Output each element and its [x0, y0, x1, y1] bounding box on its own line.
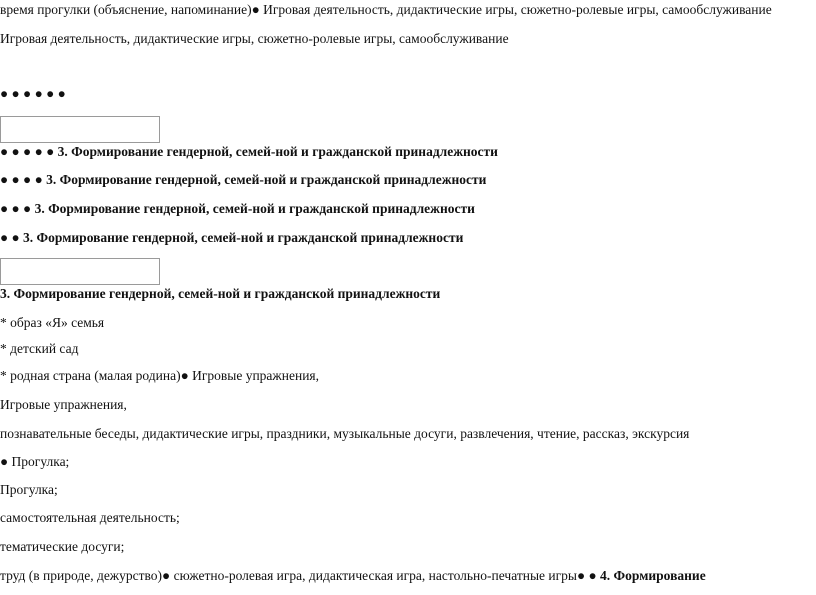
text-line: Игровая деятельность, дидактические игры, сюжетно-ролевые игры, самообслуживание [0, 31, 509, 46]
heading-line: ● ● ● ● ● 3. Формирование гендерной, семей-ной и гражданской принадлежности [0, 144, 498, 159]
text-line: Прогулка; [0, 482, 58, 497]
heading-line: ● ● ● 3. Формирование гендерной, семей-ной и гражданской принадлежности [0, 201, 475, 216]
bullet-row: ● ● ● ● ● ● [0, 86, 66, 101]
heading-fragment: 4. Формирование [600, 568, 706, 583]
empty-text-box [0, 258, 160, 285]
list-item: * родная страна (малая родина)● Игровые упражнения, [0, 368, 320, 383]
text-line: время прогулки (объяснение, напоминание)● Игровая деятельность, дидактические игры, сюжетно-ролевые игры, самообслуживание [0, 2, 772, 17]
empty-text-box [0, 116, 160, 143]
section-heading: 3. Формирование гендерной, семей-ной и гражданской принадлежности [0, 286, 441, 301]
text-line: познавательные беседы, дидактические игры, праздники, музыкальные досуги, развлечения, чтение, рассказ, экскурсия [0, 426, 690, 441]
heading-line: ● ● ● ● 3. Формирование гендерной, семей-ной и гражданской принадлежности [0, 172, 487, 187]
list-item: * детский сад [0, 341, 79, 356]
text-line: самостоятельная деятельность; [0, 510, 180, 525]
heading-line: ● ● 3. Формирование гендерной, семей-ной и гражданской принадлежности [0, 230, 464, 245]
text-line: тематические досуги; [0, 539, 125, 554]
text-line: ● Прогулка; [0, 454, 70, 469]
text-line [0, 568, 706, 584]
list-item: * образ «Я» семья [0, 315, 105, 330]
text-line: Игровые упражнения, [0, 397, 127, 412]
text-run: труд (в природе, дежурство)● сюжетно-ролевая игра, дидактическая игра, настольно-печатные игры● ● [0, 568, 601, 583]
